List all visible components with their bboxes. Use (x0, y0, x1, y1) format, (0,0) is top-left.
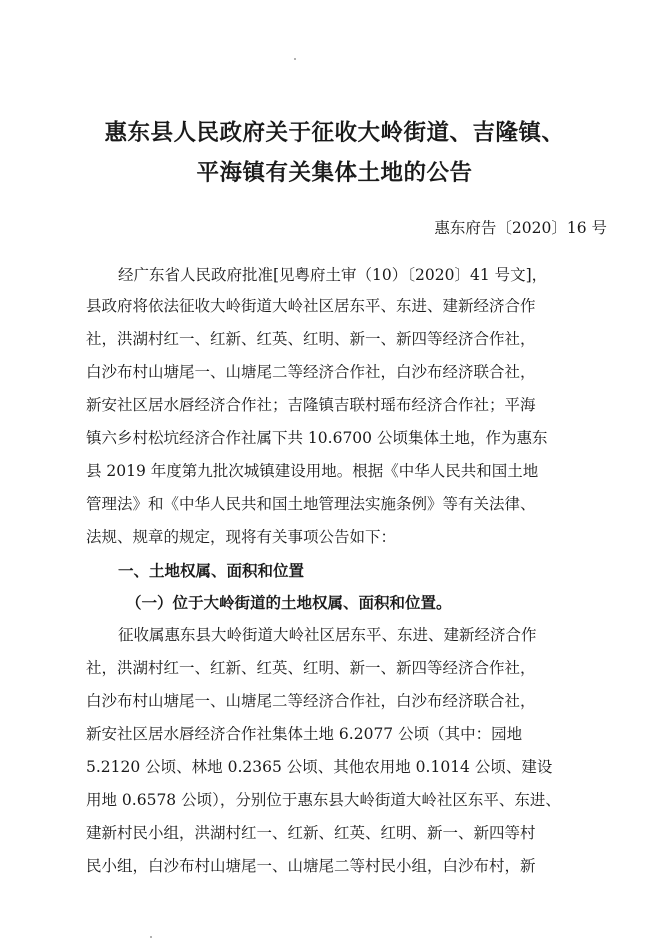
paragraph-line: 法规、规章的规定，现将有关事项公告如下： (86, 528, 397, 546)
paragraph-line: 社，洪湖村红一、红新、红英、红明、新一、新四等经济合作社， (86, 659, 536, 677)
document-title-line-2: 平海镇有关集体土地的公告 (196, 160, 473, 186)
paragraph-line: 民小组，白沙布村山塘尾一、山塘尾二等村民小组，白沙布村，新 (86, 857, 536, 875)
paragraph-line: 5.2120 公顷、林地 0.2365 公顷、其他农用地 0.1014 公顷、建设 (86, 758, 553, 776)
scan-speck (150, 936, 152, 938)
paragraph-line: 用地 0.6578 公顷），分别位于惠东县大岭街道大岭社区东平、东进、 (86, 791, 561, 809)
paragraph-line: 新安社区居水唇经济合作社集体土地 6.2077 公顷（其中：园地 (86, 725, 523, 743)
paragraph-line: 社，洪湖村红一、红新、红英、红明、新一、新四等经济合作社， (86, 330, 536, 348)
paragraph-line: 建新村民小组，洪湖村红一、红新、红英、红明、新一、新四等村 (86, 824, 536, 842)
document-title-line-1: 惠东县人民政府关于征收大岭街道、吉隆镇、 (104, 120, 565, 146)
paragraph-line: 白沙布村山塘尾一、山塘尾二等经济合作社，白沙布经济联合社， (86, 363, 536, 381)
paragraph-line: 镇六乡村松坑经济合作社属下共 10.6700 公顷集体土地，作为惠东 (86, 429, 548, 447)
scan-speck (294, 58, 296, 60)
paragraph-line: 新安社区居水唇经济合作社；吉隆镇吉联村瑶布经济合作社；平海 (86, 396, 536, 414)
paragraph-line: 县 2019 年度第九批次城镇建设用地。根据《中华人民共和国土地 (86, 462, 539, 480)
document-number: 惠东府告〔2020〕16 号 (434, 219, 607, 237)
paragraph-line: 白沙布村山塘尾一、山塘尾二等经济合作社，白沙布经济联合社， (86, 692, 536, 710)
paragraph-line: 管理法》和《中华人民共和国土地管理法实施条例》等有关法律、 (86, 495, 536, 513)
paragraph-line: 征收属惠东县大岭街道大岭社区居东平、东进、建新经济合作 (118, 626, 537, 644)
section-heading: 一、土地权属、面积和位置 (118, 561, 305, 580)
paragraph-line: 县政府将依法征收大岭街道大岭社区居东平、东进、建新经济合作 (86, 297, 536, 315)
subsection-heading: （一）位于大岭街道的土地权属、面积和位置。 (126, 593, 452, 612)
paragraph-line: 经广东省人民政府批准[见粤府土审（10）〔2020〕41 号文]， (118, 266, 548, 284)
